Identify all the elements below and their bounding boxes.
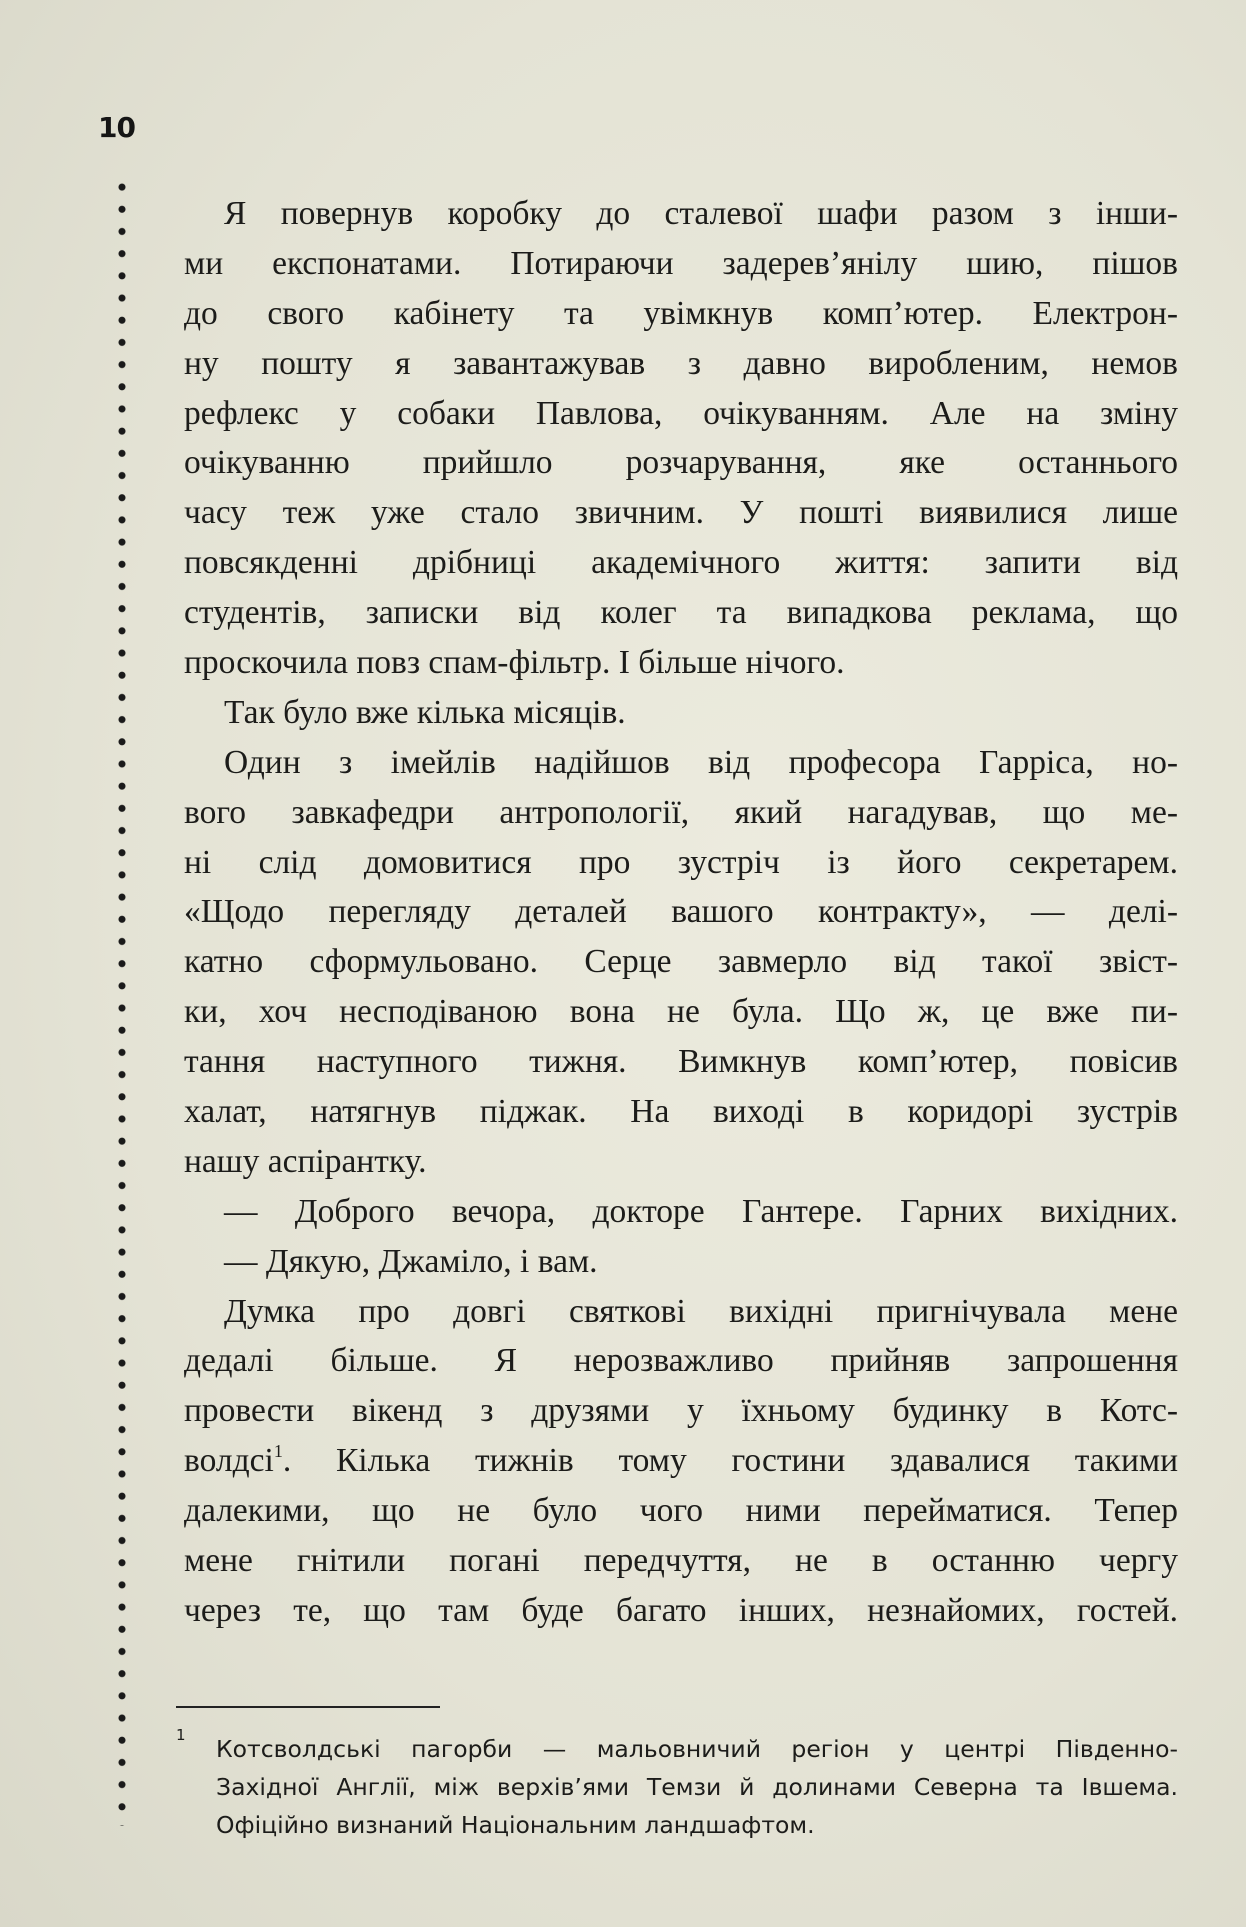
text-line-content: нашу аспірантку. <box>184 1142 427 1180</box>
footnote-line: Офіційно визнаний Національним ландшафтом. <box>216 1811 815 1839</box>
text-line-content: вого завкафедри антропології, який нагадував, що ме- <box>184 793 1178 831</box>
text-line-content: Думка про довгі святкові вихідні пригнічувала мене <box>224 1292 1178 1330</box>
footnote-separator <box>176 1706 440 1708</box>
text-line <box>184 588 1178 638</box>
text-line-content: через те, що там буде багато інших, незнайомих, гостей. <box>184 1591 1178 1629</box>
text-line-content: Я повернув коробку до сталевої шафи разом з інши- <box>224 195 1178 232</box>
text-line <box>184 1187 1178 1237</box>
text-line <box>184 1586 1178 1636</box>
text-line <box>184 1037 1178 1087</box>
text-line <box>184 538 1178 588</box>
footnote-reference: 1 <box>273 1441 283 1462</box>
footnote-marker: 1 <box>176 1726 186 1744</box>
text-line <box>184 738 1178 788</box>
text-line-content: ми експонатами. Потираючи задерев’янілу шию, пішов <box>184 244 1178 282</box>
text-line-content: волдсі <box>184 1442 274 1480</box>
text-line-content: — Доброго вечора, докторе Гантере. Гарних вихідних. <box>224 1192 1178 1230</box>
text-line <box>184 289 1178 339</box>
footnote <box>176 1726 1178 1844</box>
text-line-content: халат, натягнув піджак. На виході в коридорі зустрів <box>184 1093 1178 1131</box>
page-number: 10 <box>98 111 135 144</box>
text-line <box>184 339 1178 389</box>
text-line <box>184 838 1178 888</box>
text-line <box>184 1287 1178 1337</box>
footnote-line: Західної Англії, між верхів’ями Темзи й долинами Северна та Івшема. <box>216 1773 1178 1801</box>
text-line <box>184 788 1178 838</box>
text-line-content: Так було вже кілька місяців. <box>224 693 626 731</box>
body-text <box>184 189 1178 1636</box>
text-line-content: дедалі більше. Я нерозважливо прийняв запрошення <box>184 1342 1178 1380</box>
text-line <box>184 1486 1178 1536</box>
text-line-content: «Щодо перегляду деталей вашого контракту», — делі- <box>184 893 1178 931</box>
text-line-content: очікуванню прийшло розчарування, яке останнього <box>184 444 1178 482</box>
text-line <box>184 1137 1178 1187</box>
text-line-content: — Дякую, Джаміло, і вам. <box>224 1242 598 1280</box>
text-line-content: провести вікенд з друзями у їхньому будинку в Котс- <box>184 1392 1178 1430</box>
text-line <box>184 937 1178 987</box>
text-line <box>184 1237 1178 1287</box>
text-line <box>184 1336 1178 1386</box>
text-line <box>184 438 1178 488</box>
text-line <box>184 987 1178 1037</box>
text-line <box>184 1436 1178 1486</box>
text-line <box>184 688 1178 738</box>
text-line-content: тання наступного тижня. Вимкнув комп’ютер, повісив <box>184 1043 1178 1081</box>
text-line-content: Один з імейлів надійшов від професора Гарріса, но- <box>224 743 1178 781</box>
text-line-content: ні слід домовитися про зустріч із його секретарем. <box>184 843 1178 881</box>
text-line <box>184 887 1178 937</box>
text-line-content: катно сформульовано. Серце завмерло від такої звіст- <box>184 943 1178 981</box>
dotted-margin-rule <box>117 176 127 1826</box>
text-line-content: ки, хоч несподіваною вона не була. Що ж, це вже пи- <box>184 993 1178 1031</box>
footnote-line: Котсволдські пагорби — мальовничий регіон у центрі Південно- <box>216 1735 1178 1763</box>
text-line-content: ну пошту я завантажував з давно виробленим, немов <box>184 344 1178 382</box>
text-line <box>184 389 1178 439</box>
text-line <box>184 1386 1178 1436</box>
text-line <box>184 488 1178 538</box>
text-line <box>184 239 1178 289</box>
text-line-content: рефлекс у собаки Павлова, очікуванням. Але на зміну <box>184 394 1178 432</box>
text-line-content: студентів, записки від колег та випадкова реклама, що <box>184 594 1178 632</box>
text-line <box>184 638 1178 688</box>
text-line-content: мене гнітили погані передчуття, не в останню чергу <box>184 1542 1178 1580</box>
text-line-content: до свого кабінету та увімкнув комп’ютер. Електрон- <box>184 294 1178 332</box>
text-line-content: повсякденні дрібниці академічного життя: запити від <box>184 544 1178 582</box>
footnote-text <box>216 1730 1178 1844</box>
text-line <box>184 1087 1178 1137</box>
text-line-content: проскочила повз спам-фільтр. І більше нічого. <box>184 644 845 682</box>
text-line <box>184 189 1178 239</box>
text-line-content: часу теж уже стало звичним. У пошті виявилися лише <box>184 494 1178 532</box>
text-line-content: . Кілька тижнів тому гостини здавалися такими <box>282 1442 1178 1480</box>
text-line-content: далекими, що не було чого ними перейматися. Тепер <box>184 1492 1178 1530</box>
text-line <box>184 1536 1178 1586</box>
